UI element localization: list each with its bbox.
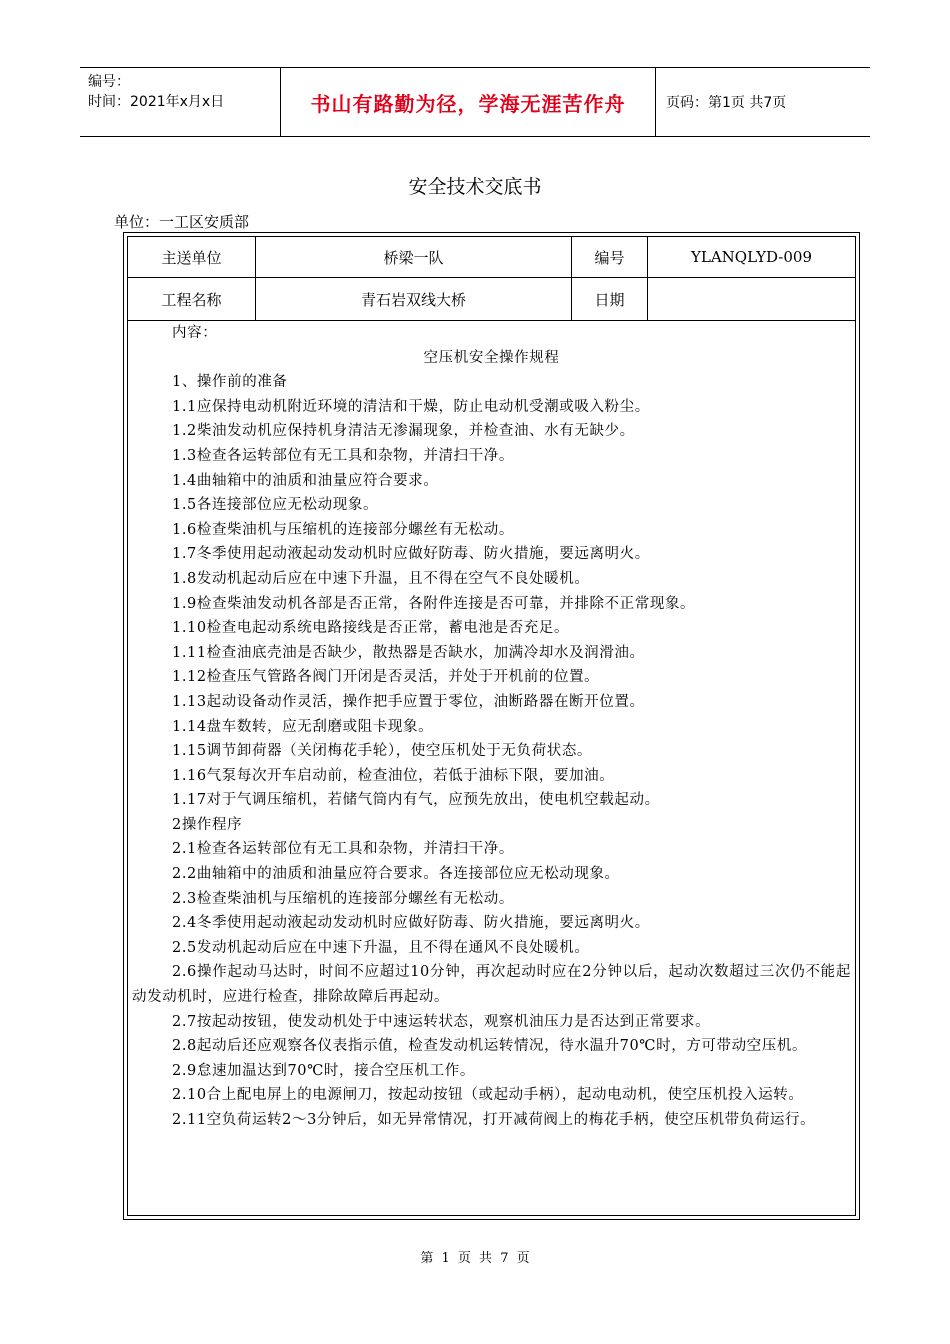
content-line: 1.12检查压气管路各阀门开闭是否灵活，并处于开机前的位置。: [172, 669, 600, 686]
content-paragraph: 2.10合上配电屏上的电源闸刀，按起动按钮（或起动手柄），起动电动机，使空压机投入运转。: [172, 1087, 804, 1104]
form-frame: [123, 232, 860, 1220]
content-paragraph: 2.9怠速加温达到70℃时，接合空压机工作。: [172, 1062, 475, 1079]
content-line: 2.5发动机起动后应在中速下升温，且不得在通风不良处暖机。: [172, 939, 590, 956]
project-name-value: 青石岩双线大桥: [256, 278, 572, 320]
number-field-value: YLANQLYD-009: [690, 248, 813, 266]
content-line: 1.1应保持电动机附近环境的清洁和干燥，防止电动机受潮或吸入粉尘。: [172, 398, 650, 415]
form-row-project: [128, 278, 855, 321]
unit-line: 单位：一工区安质部: [114, 213, 250, 231]
content-line: 1.15调节卸荷器（关闭梅花手轮），使空压机处于无负荷状态。: [172, 743, 593, 760]
content-lines: [132, 370, 851, 960]
content-line: 1.2柴油发动机应保持机身清洁无渗漏现象，并检查油、水有无缺少。: [172, 423, 635, 440]
content-paragraph: 2.6操作起动马达时，时间不应超过10分钟，再次起动时应在2分钟以后，起动次数超过三次仍不能起动发动机时，应进行检查，排除故障后再起动。: [132, 964, 851, 1006]
content-line: 1.16气泵每次开车启动前，检查油位，若低于油标下限，要加油。: [172, 767, 615, 784]
content-line: 1.14盘车数转，应无刮磨或阻卡现象。: [172, 718, 434, 735]
number-field-label: 编号: [572, 237, 648, 277]
content-line: 1.8发动机起动后应在中速下升温，且不得在空气不良处暖机。: [172, 570, 590, 587]
content-paragraph: 2.11空负荷运转2～3分钟后，如无异常情况，打开减荷阀上的梅花手柄，使空压机带负荷运行。: [172, 1112, 816, 1128]
content-line: 2.1检查各运转部位有无工具和杂物，并清扫干净。: [172, 841, 514, 858]
content-line: 1.10检查电起动系统电路接线是否正常，蓄电池是否充足。: [172, 620, 570, 637]
date-field-value: [648, 278, 855, 320]
content-line: 1.7冬季使用起动液起动发动机时应做好防毒、防火措施，要远离明火。: [172, 546, 650, 563]
page-footer: 第 1 页 共 7 页: [420, 1251, 530, 1266]
page-info-text: 页码：第1页 共7页: [666, 95, 787, 111]
content-line: 2.3检查柴油机与压缩机的连接部分螺丝有无松动。: [172, 890, 514, 907]
page-header: [80, 67, 870, 137]
content-section: [128, 321, 855, 1215]
content-line: 1、操作前的准备: [172, 374, 288, 391]
date-field-label: 日期: [572, 278, 648, 320]
header-page-info: [656, 68, 870, 136]
date-line: 时间：2021年x月x日: [88, 94, 225, 110]
content-line: 1.13起动设备动作灵活，操作把手应置于零位，油断路器在断开位置。: [172, 693, 645, 710]
content-line: 1.9检查柴油发动机各部是否正常，各附件连接是否可靠，并排除不正常现象。: [172, 595, 696, 612]
content-paragraph: 2.8起动后还应观察各仪表指示值，检查发动机运转情况，待水温升70℃时，方可带动空压机。: [172, 1038, 808, 1055]
number-label: 编号：: [88, 74, 130, 90]
content-title: 空压机安全操作规程: [423, 349, 560, 366]
content-line: 2操作程序: [172, 816, 243, 833]
content-line: 1.5各连接部位应无松动现象。: [172, 497, 379, 514]
content-line: 1.11检查油底壳油是否缺少，散热器是否缺水，加满冷却水及润滑油。: [172, 644, 645, 661]
recipient-label: 主送单位: [128, 237, 256, 277]
motto-text: 书山有路勤为径，学海无涯苦作舟: [310, 91, 626, 116]
content-paragraph: 2.7按起动按钮，使发动机处于中速运转状态，观察机油压力是否达到正常要求。: [172, 1013, 711, 1030]
form-row-recipient: [128, 237, 855, 278]
content-line: 1.6检查柴油机与压缩机的连接部分螺丝有无松动。: [172, 521, 514, 538]
form-table: [127, 236, 856, 1216]
content-label: 内容：: [172, 325, 218, 341]
content-line: 2.4冬季使用起动液起动发动机时应做好防毒、防火措施，要远离明火。: [172, 915, 650, 932]
content-line: 1.4曲轴箱中的油质和油量应符合要求。: [172, 472, 439, 489]
header-meta: [80, 68, 280, 136]
content-line: 1.3检查各运转部位有无工具和杂物，并清扫干净。: [172, 447, 514, 464]
document-title: 安全技术交底书: [408, 176, 542, 198]
header-motto-box: [280, 68, 656, 136]
recipient-value: 桥梁一队: [256, 237, 572, 277]
content-line: 1.17对于气调压缩机，若储气筒内有气，应预先放出，使电机空载起动。: [172, 792, 660, 809]
project-name-label: 工程名称: [128, 278, 256, 320]
content-line: 2.2曲轴箱中的油质和油量应符合要求。各连接部位应无松动现象。: [172, 866, 620, 883]
content-paragraphs: [132, 960, 851, 1132]
